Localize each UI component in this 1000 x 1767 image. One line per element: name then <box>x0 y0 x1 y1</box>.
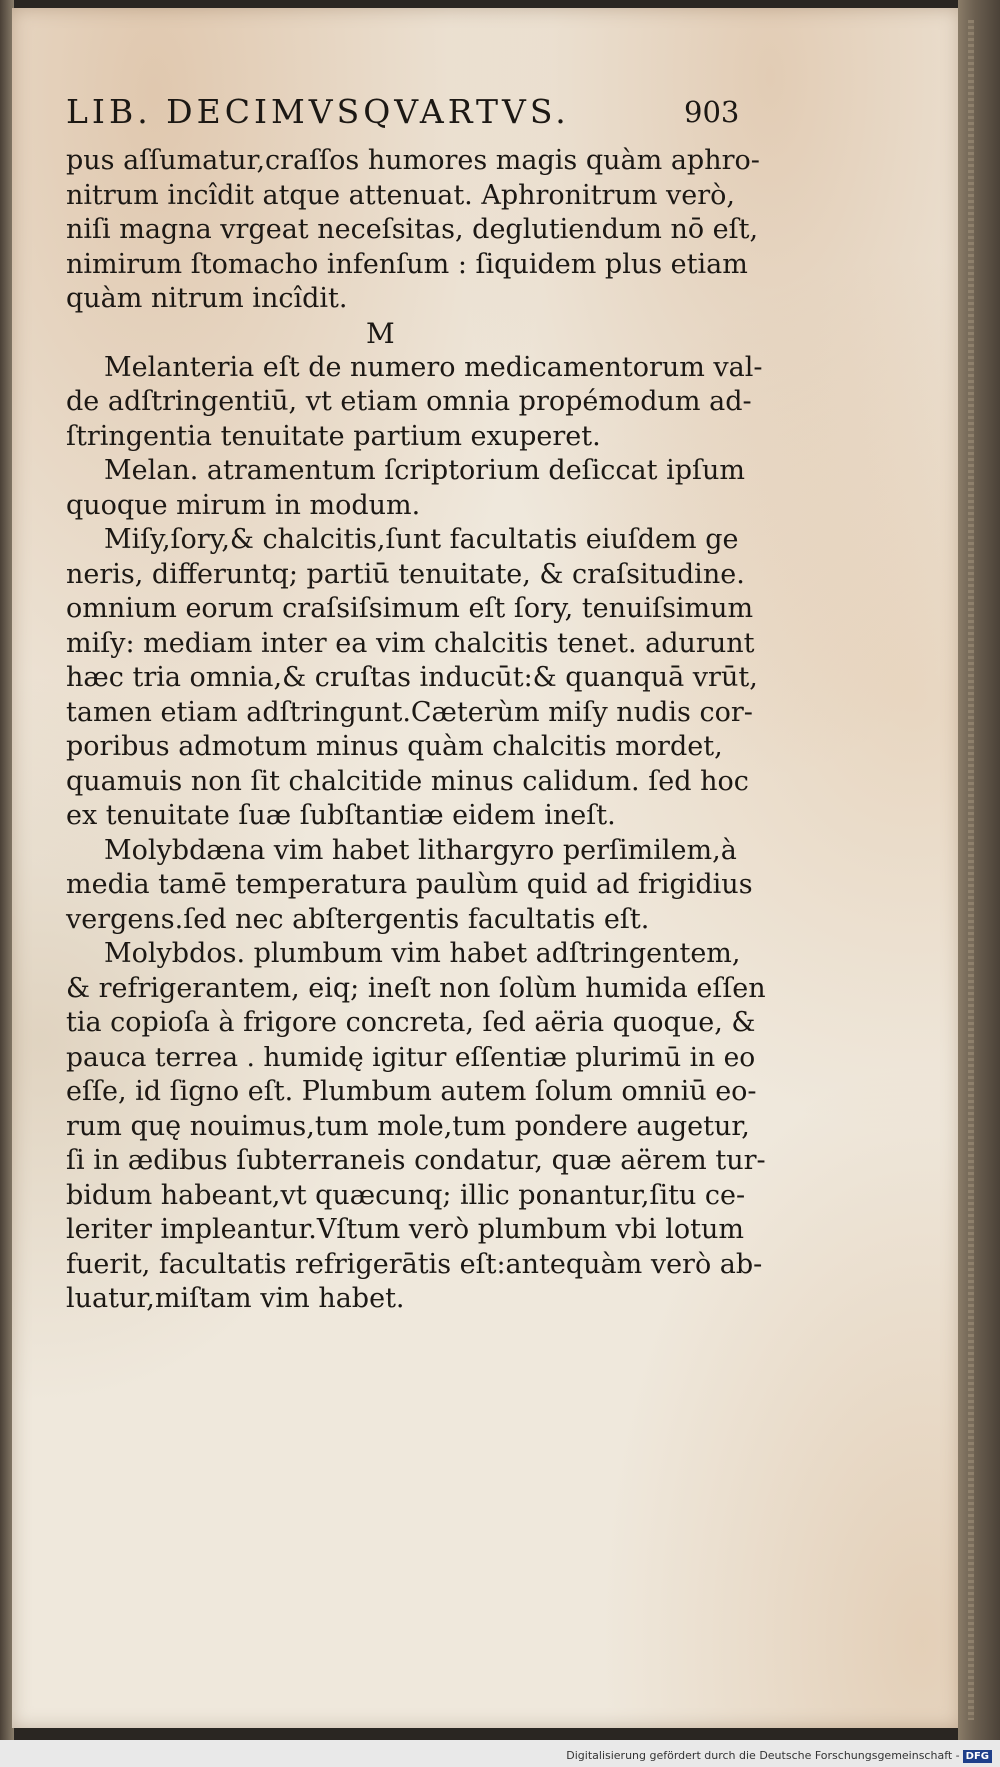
paragraph-start: Molybdæna vim habet lithargyro perſimilem,à <box>104 834 737 866</box>
text-line: ex tenuitate ſuæ ſubſtantiæ eidem ineſt. <box>66 800 616 831</box>
text-line: hæc tria omnia,& cruſtas inducūt:& quanquā vrūt, <box>66 662 758 693</box>
section-heading: M <box>366 316 395 350</box>
text-line: fuerit, facultatis refrigerātis eſt:antequàm verò ab- <box>66 1248 763 1280</box>
digitization-credit <box>566 1749 992 1763</box>
text-line: poribus admotum minus quàm chalcitis mordet, <box>66 731 723 762</box>
right-book-edge <box>958 0 1000 1740</box>
text-line: & refrigerantem, eiq; ineſt non ſolùm humida eſſen <box>66 972 766 1004</box>
text-line: pus aſſumatur,craſſos humores magis quàm aphro- <box>66 145 760 176</box>
text-line: ſi in ædibus ſubterraneis condatur, quæ aërem tur- <box>66 1145 766 1176</box>
page-text <box>66 92 766 1317</box>
text-line: rum quę nouimus,tum mole,tum pondere augetur, <box>66 1110 750 1142</box>
running-title: LIB. DECIMVSQVARTVS. <box>66 92 570 131</box>
text-line: niſi magna vrgeat neceſsitas, deglutiendum nō eſt, <box>66 214 759 245</box>
paragraph-start: Melanteria eſt de numero medicamentorum val- <box>104 351 763 383</box>
text-line: tamen etiam adſtringunt.Cæterùm miſy nudis cor- <box>66 696 753 728</box>
text-line: omnium eorum craſsiſsimum eſt ſory, tenuiſsimum <box>66 593 754 624</box>
page-header <box>66 92 766 144</box>
text-line: bidum habeant,vt quæcunq; illic ponantur,ſitu ce- <box>66 1179 746 1211</box>
paragraph-start: Miſy,ſory,& chalcitis,ſunt facultatis eiuſdem ge <box>104 524 739 555</box>
text-line: neris, differuntq; partiū tenuitate, & craſsitudine. <box>66 558 745 590</box>
text-line: leriter impleantur.Vſtum verò plumbum vbi lotum <box>66 1214 745 1245</box>
text-line: luatur,miſtam vim habet. <box>66 1283 405 1314</box>
text-line: quàm nitrum incîdit. <box>66 283 348 314</box>
dfg-logo: DFG <box>963 1750 992 1763</box>
credit-text: Digitalisierung gefördert durch die Deutsche Forschungsgemeinschaft - <box>566 1749 960 1762</box>
text-line: nitrum incîdit atque attenuat. Aphronitrum verò, <box>66 179 736 211</box>
text-line: vergens.ſed nec abſtergentis facultatis eſt. <box>66 903 650 935</box>
text-line: quoque mirum in modum. <box>66 489 421 521</box>
text-line: quamuis non ſit chalcitide minus calidum. ſed hoc <box>66 765 749 797</box>
text-line: media tamē temperatura paulùm quid ad frigidius <box>66 869 753 900</box>
paragraph-start: Molybdos. plumbum vim habet adſtringentem, <box>104 938 741 969</box>
text-line: nimirum ſtomacho infenſum : ſiquidem plus etiam <box>66 248 748 280</box>
text-line: miſy: mediam inter ea vim chalcitis tenet. adurunt <box>66 627 755 659</box>
page-number: 903 <box>684 95 740 129</box>
page-stack-texture <box>968 20 974 1720</box>
text-line: eſſe, id ſigno eſt. Plumbum autem ſolum omniū eo- <box>66 1076 757 1107</box>
text-line: de adſtringentiū, vt etiam omnia propémodum ad- <box>66 386 752 417</box>
paragraph-start: Melan. atramentum ſcriptorium deſiccat ipſum <box>104 455 745 486</box>
text-line: ſtringentia tenuitate partium exuperet. <box>66 420 601 452</box>
text-line: pauca terrea . humidę igitur eſſentiæ plurimū in eo <box>66 1041 756 1073</box>
text-line: tia copioſa à frigore concreta, ſed aëria quoque, & <box>66 1007 756 1038</box>
